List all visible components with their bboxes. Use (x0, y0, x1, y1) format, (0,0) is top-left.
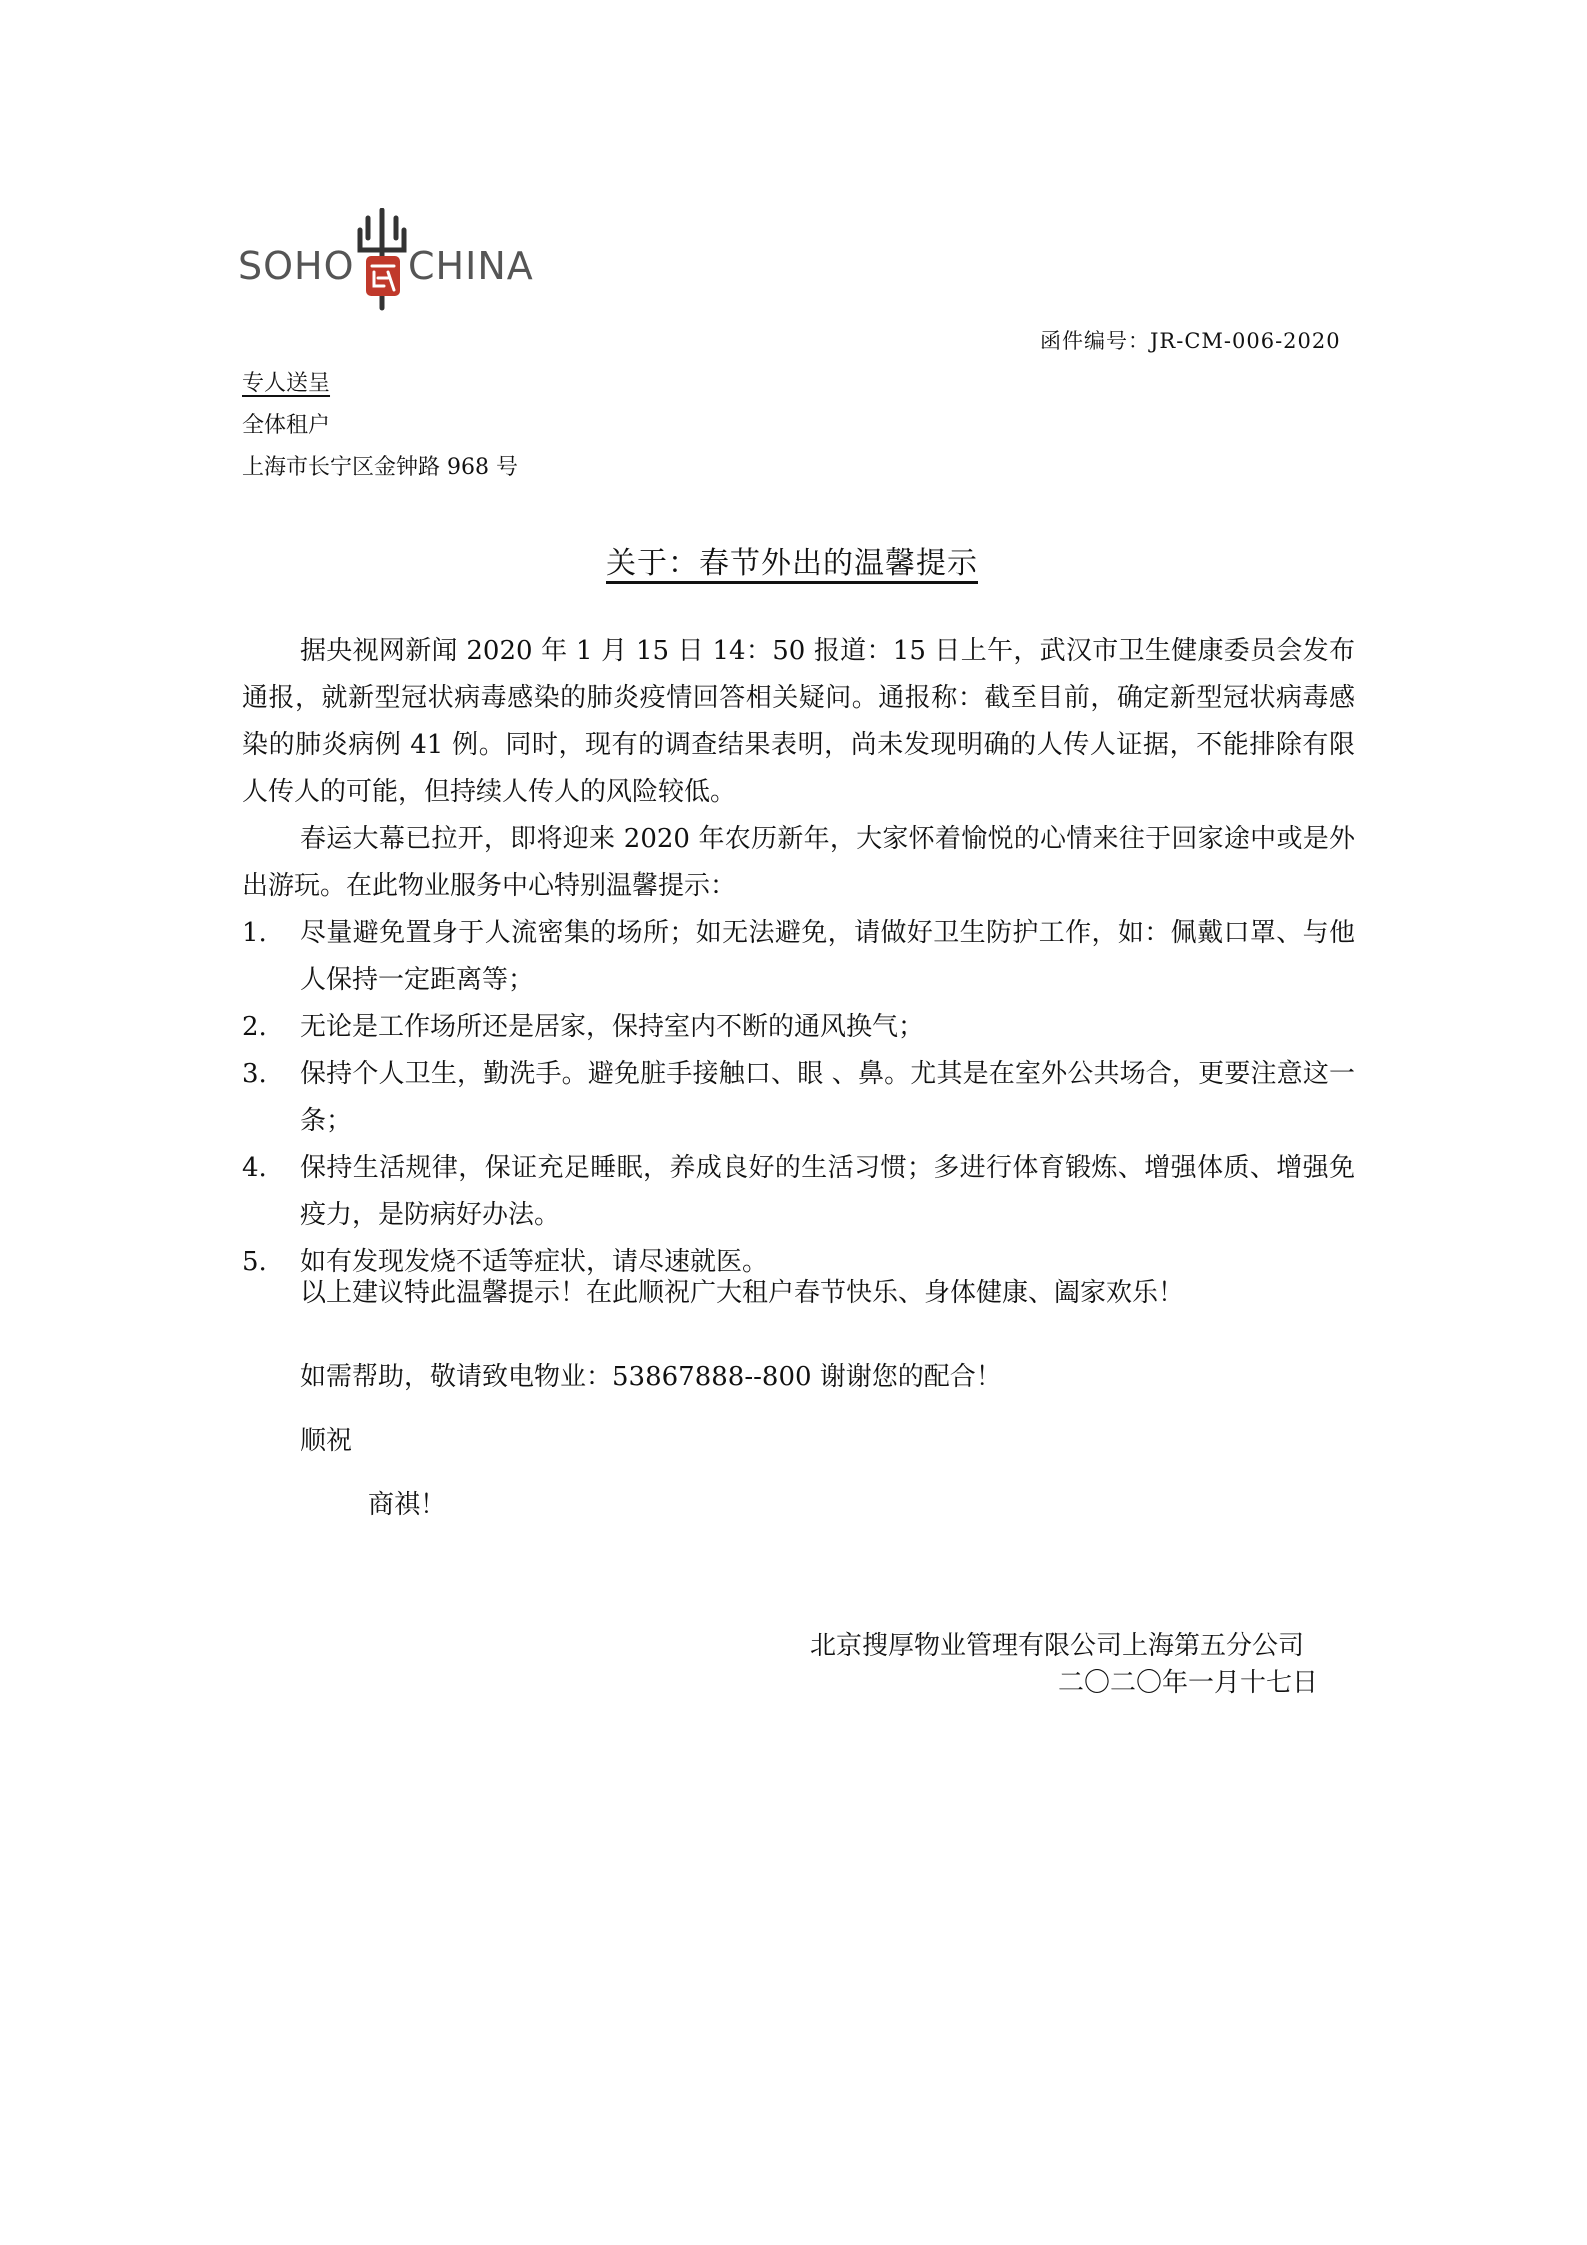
delivery-method: 专人送呈 (242, 371, 331, 396)
list-item-number: 4. (242, 1153, 267, 1183)
closing-wish: 以上建议特此温馨提示！在此顺祝广大租户春节快乐、身体健康、阖家欢乐！ (300, 1278, 1185, 1308)
logo-seal-icon (354, 208, 410, 318)
tips-list (242, 910, 1355, 1286)
contact-line: 如需帮助，敬请致电物业：53867888--800 谢谢您的配合！ (300, 1362, 1002, 1392)
company-logo (238, 208, 568, 318)
paragraph-news: 据央视网新闻 2020 年 1 月 15 日 14：50 报道：15 日上午，武汉市卫生健康委员会发布通报，就新型冠状病毒感染的肺炎疫情回答相关疑问。通报称：截至目前，确定新型冠状病毒感染的肺炎病例 41 例。同时，现有的调查结果表明，尚未发现明确的人传人证据，不能排除有限人传人的可能，但持续人传人的风险较低。 (242, 636, 1355, 807)
reference-number: 函件编号：JR-CM-006-2020 (1040, 329, 1341, 353)
list-item (242, 1145, 1355, 1239)
business-wish: 商祺！ (368, 1490, 447, 1520)
list-item-text: 无论是工作场所还是居家，保持室内不断的通风换气； (300, 1012, 925, 1042)
recipient-name: 全体租户 (242, 413, 331, 438)
list-item (242, 1051, 1355, 1145)
body-text (242, 628, 1355, 910)
list-item-number: 1. (242, 918, 267, 948)
list-item-text: 如有发现发烧不适等症状，请尽速就医。 (300, 1247, 769, 1277)
list-item-text: 尽量避免置身于人流密集的场所；如无法避免，请做好卫生防护工作，如：佩戴口罩、与他人保持一定距离等； (300, 918, 1355, 995)
paragraph-intro: 春运大幕已拉开，即将迎来 2020 年农历新年，大家怀着愉悦的心情来往于回家途中或是外出游玩。在此物业服务中心特别温馨提示： (242, 824, 1355, 901)
list-item (242, 1004, 1355, 1051)
regards: 顺祝 (300, 1426, 353, 1456)
list-item-text: 保持个人卫生，勤洗手。避免脏手接触口、眼 、鼻。尤其是在室外公共场合，更要注意这一条； (300, 1059, 1355, 1136)
list-item (242, 910, 1355, 1004)
letter-title: 关于：春节外出的温馨提示 (606, 546, 978, 581)
logo-right-text: CHINA (408, 244, 534, 288)
list-item-text: 保持生活规律，保证充足睡眠，养成良好的生活习惯；多进行体育锻炼、增强体质、增强免疫力，是防病好办法。 (300, 1153, 1355, 1230)
logo-left-text: SOHO (238, 244, 355, 288)
signature-date: 二〇二〇年一月十七日 (1058, 1668, 1319, 1698)
signature-company: 北京搜厚物业管理有限公司上海第五分公司 (810, 1631, 1305, 1661)
list-item-number: 3. (242, 1059, 267, 1089)
list-item-number: 5. (242, 1247, 267, 1277)
recipient-address: 上海市长宁区金钟路 968 号 (242, 455, 518, 480)
list-item-number: 2. (242, 1012, 267, 1042)
